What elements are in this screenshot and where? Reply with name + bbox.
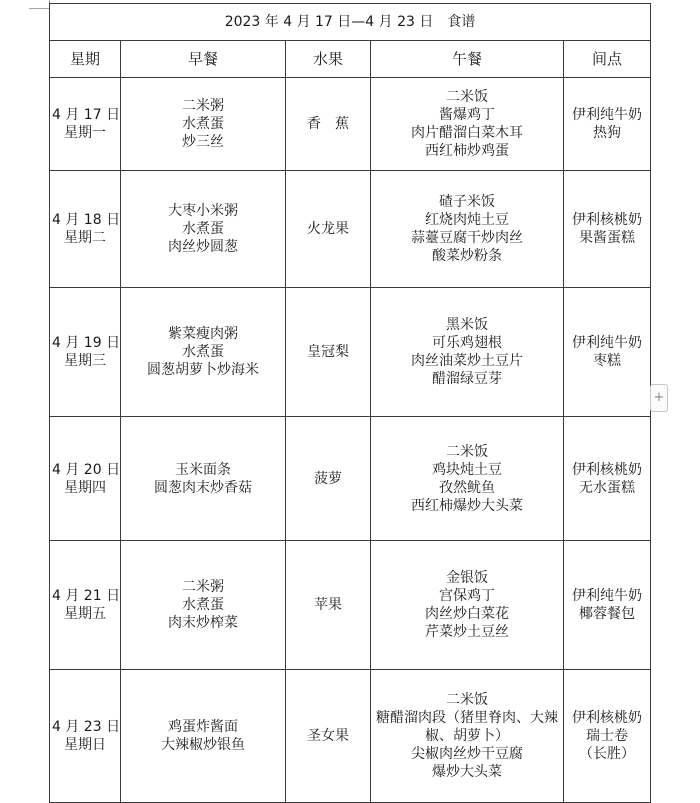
day-cell: [50, 670, 121, 803]
weekday-label: 星期五: [64, 606, 106, 622]
lunch-item: 糖醋溜肉段（猪里脊肉、大辣椒、胡萝卜）: [376, 710, 558, 744]
fruit-cell: [286, 288, 371, 417]
lunch-item: 孜然鱿鱼: [439, 479, 495, 496]
breakfast-item: 水煮蛋: [182, 221, 224, 237]
menu-body: [50, 78, 651, 803]
menu-row: [50, 670, 651, 803]
lunch-item: 芹菜炒土豆丝: [425, 624, 509, 640]
date-label: 4 月 23 日: [52, 719, 121, 735]
lunch-item: 红烧肉炖土豆: [425, 212, 509, 228]
snack-cell: [564, 78, 651, 171]
fruit-item: 皇冠梨: [307, 344, 349, 360]
date-label: 4 月 18 日: [52, 212, 121, 228]
breakfast-item: 圆葱肉末炒香菇: [154, 479, 252, 496]
breakfast-cell: [121, 670, 286, 803]
lunch-item: 爆炒大头菜: [432, 764, 502, 780]
lunch-item: 醋溜绿豆芽: [432, 371, 502, 387]
breakfast-cell: [121, 417, 286, 541]
breakfast-item: 水煮蛋: [182, 116, 224, 132]
breakfast-item: 紫菜瘦肉粥: [168, 326, 238, 342]
snack-item: 伊利纯牛奶: [572, 588, 643, 604]
breakfast-item: 水煮蛋: [182, 344, 224, 360]
breakfast-cell: [121, 78, 286, 171]
lunch-item: 酱爆鸡丁: [439, 107, 495, 123]
fruit-item: 圣女果: [307, 728, 349, 744]
menu-title: 2023 年 4 月 17 日—4 月 23 日 食谱: [50, 4, 651, 41]
lunch-item: 金银饭: [446, 570, 488, 586]
lunch-cell: [371, 78, 564, 171]
breakfast-cell: [121, 288, 286, 417]
snack-item: 伊利核桃奶: [572, 710, 643, 726]
header-weekday: 星期: [50, 41, 121, 78]
snack-item: （长胜）: [579, 746, 636, 762]
fruit-item: 火龙果: [307, 221, 349, 237]
breakfast-item: 圆葱胡萝卜炒海米: [147, 362, 259, 378]
menu-row: [50, 417, 651, 541]
lunch-item: 西红柿爆炒大头菜: [411, 497, 523, 514]
lunch-cell: [371, 171, 564, 288]
date-label: 4 月 21 日: [52, 588, 121, 604]
lunch-cell: [371, 417, 564, 541]
breakfast-item: 二米粥: [182, 579, 224, 595]
lunch-item: 宫保鸡丁: [439, 588, 495, 604]
lunch-item: 二米饭: [446, 89, 488, 105]
snack-cell: [564, 288, 651, 417]
lunch-item: 二米饭: [446, 443, 488, 460]
breakfast-item: 鸡蛋炸酱面: [168, 719, 238, 735]
fruit-item: 菠萝: [314, 470, 342, 487]
lunch-item: 黑米饭: [446, 317, 488, 333]
snack-item: 热狗: [593, 125, 622, 141]
snack-item: 枣糕: [593, 353, 622, 369]
lunch-cell: [371, 541, 564, 670]
lunch-item: 肉片醋溜白菜木耳: [411, 125, 523, 141]
fruit-cell: [286, 78, 371, 171]
header-lunch: 午餐: [371, 41, 564, 78]
lunch-item: 二米饭: [446, 692, 488, 708]
day-cell: [50, 288, 121, 417]
header-breakfast: 早餐: [121, 41, 286, 78]
add-column-button[interactable]: +: [650, 384, 668, 412]
snack-cell: [564, 171, 651, 288]
weekly-menu-table: [49, 3, 651, 803]
header-fruit: 水果: [286, 41, 371, 78]
snack-item: 伊利核桃奶: [572, 212, 643, 228]
snack-item: 椰蓉餐包: [579, 606, 636, 622]
lunch-item: 酸菜炒粉条: [432, 248, 502, 264]
breakfast-item: 水煮蛋: [182, 597, 224, 613]
snack-cell: [564, 670, 651, 803]
lunch-item: 鸡块炖土豆: [432, 461, 502, 478]
breakfast-item: 大枣小米粥: [168, 203, 238, 219]
breakfast-item: 肉末炒榨菜: [168, 615, 238, 631]
day-cell: [50, 541, 121, 670]
menu-row: [50, 78, 651, 171]
date-label: 4 月 17 日: [52, 107, 121, 123]
breakfast-item: 炒三丝: [182, 134, 224, 150]
lunch-item: 尖椒肉丝炒干豆腐: [411, 746, 523, 762]
fruit-cell: [286, 171, 371, 288]
lunch-item: 可乐鸡翅根: [432, 335, 502, 351]
lunch-cell: [371, 288, 564, 417]
weekday-label: 星期一: [64, 125, 106, 141]
snack-item: 伊利纯牛奶: [572, 335, 643, 351]
breakfast-cell: [121, 171, 286, 288]
snack-item: 伊利核桃奶: [572, 461, 643, 478]
date-label: 4 月 19 日: [52, 335, 121, 351]
lunch-cell: [371, 670, 564, 803]
snack-item: 伊利纯牛奶: [572, 107, 643, 123]
header-snack: 间点: [564, 41, 651, 78]
fruit-item: 香 蕉: [307, 116, 349, 132]
snack-item: 无水蛋糕: [579, 479, 636, 496]
date-label: 4 月 20 日: [52, 461, 121, 478]
breakfast-item: 大辣椒炒银鱼: [161, 737, 245, 753]
lunch-item: 肉丝炒白菜花: [425, 606, 509, 622]
fruit-cell: [286, 670, 371, 803]
page-corner-mark: [29, 0, 50, 9]
menu-row: [50, 171, 651, 288]
fruit-cell: [286, 541, 371, 670]
menu-row: [50, 288, 651, 417]
weekday-label: 星期二: [64, 230, 106, 246]
lunch-item: 碴子米饭: [439, 194, 495, 210]
day-cell: [50, 417, 121, 541]
day-cell: [50, 78, 121, 171]
fruit-item: 苹果: [314, 597, 342, 613]
snack-cell: [564, 541, 651, 670]
weekday-label: 星期三: [64, 353, 106, 369]
lunch-item: 西红柿炒鸡蛋: [425, 143, 509, 159]
menu-row: [50, 541, 651, 670]
snack-cell: [564, 417, 651, 541]
breakfast-item: 二米粥: [182, 98, 224, 114]
lunch-item: 肉丝油菜炒土豆片: [411, 353, 523, 369]
weekday-label: 星期日: [64, 737, 106, 753]
lunch-item: 蒜薹豆腐干炒肉丝: [411, 230, 523, 246]
day-cell: [50, 171, 121, 288]
weekday-label: 星期四: [64, 479, 106, 496]
snack-item: 果酱蛋糕: [579, 230, 636, 246]
snack-item: 瑞士卷: [586, 728, 629, 744]
breakfast-item: 玉米面条: [175, 461, 231, 478]
breakfast-cell: [121, 541, 286, 670]
fruit-cell: [286, 417, 371, 541]
breakfast-item: 肉丝炒圆葱: [168, 239, 238, 255]
